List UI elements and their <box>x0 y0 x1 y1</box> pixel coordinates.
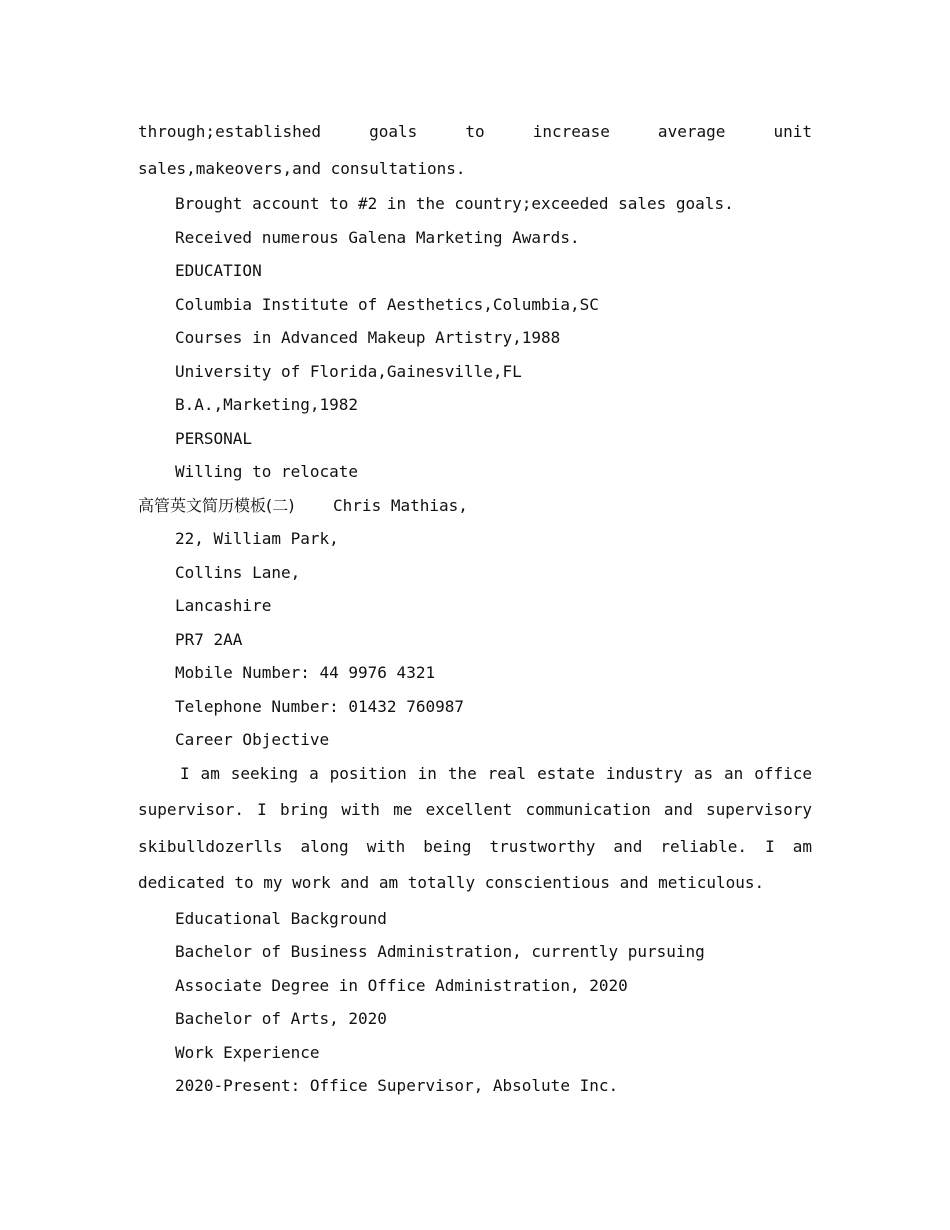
mobile-number-line: Mobile Number: 44 9976 4321 <box>175 663 436 682</box>
text-line: Bachelor of Business Administration, currently pursuing <box>175 942 705 961</box>
text-line: Bachelor of Arts, 2020 <box>175 1009 387 1028</box>
text-line: Columbia Institute of Aesthetics,Columbia,SC <box>175 294 599 314</box>
postcode-line: PR7 2AA <box>175 629 243 649</box>
telephone-number-line: Telephone Number: 01432 760987 <box>175 696 464 716</box>
text-line: Associate Degree in Office Administration, 2020 <box>175 975 628 995</box>
candidate-name: Chris Mathias, <box>333 495 468 515</box>
section-heading-educational-background: Educational Background <box>175 908 387 928</box>
text-line: Received numerous Galena Marketing Awards. <box>175 227 580 247</box>
text-line: 2020-Present: Office Supervisor, Absolute Inc. <box>175 1076 619 1095</box>
section-heading-education: EDUCATION <box>175 261 262 280</box>
template-heading <box>138 489 812 523</box>
section-heading-work-experience: Work Experience <box>175 1042 320 1062</box>
text-line: Courses in Advanced Makeup Artistry,1988 <box>175 328 561 347</box>
template-title: 高管英文简历模板(二) <box>138 495 295 515</box>
text-line: Willing to relocate <box>175 462 359 481</box>
paragraph-career-objective: I am seeking a position in the real estate industry as an office supervisor. I bring with me excellent communication and supervisory skibulldozerlls along with being trustworthy and reliable. I am dedicated to my work and am totally conscientious and meticulous. <box>138 763 812 892</box>
address-line: Lancashire <box>175 596 272 615</box>
document-body <box>138 114 812 1103</box>
paragraph-sales-goals: through;established goals to increase average unit sales,makeovers,and consultations. <box>138 122 812 178</box>
text-line: University of Florida,Gainesville,FL <box>175 361 522 381</box>
section-heading-personal: PERSONAL <box>175 428 253 448</box>
address-line: 22, William Park, <box>175 529 339 548</box>
text-line: Brought account to #2 in the country;exceeded sales goals. <box>175 194 734 213</box>
text-line: B.A.,Marketing,1982 <box>175 395 359 414</box>
section-heading-career-objective: Career Objective <box>175 730 330 749</box>
address-line: Collins Lane, <box>175 562 301 582</box>
